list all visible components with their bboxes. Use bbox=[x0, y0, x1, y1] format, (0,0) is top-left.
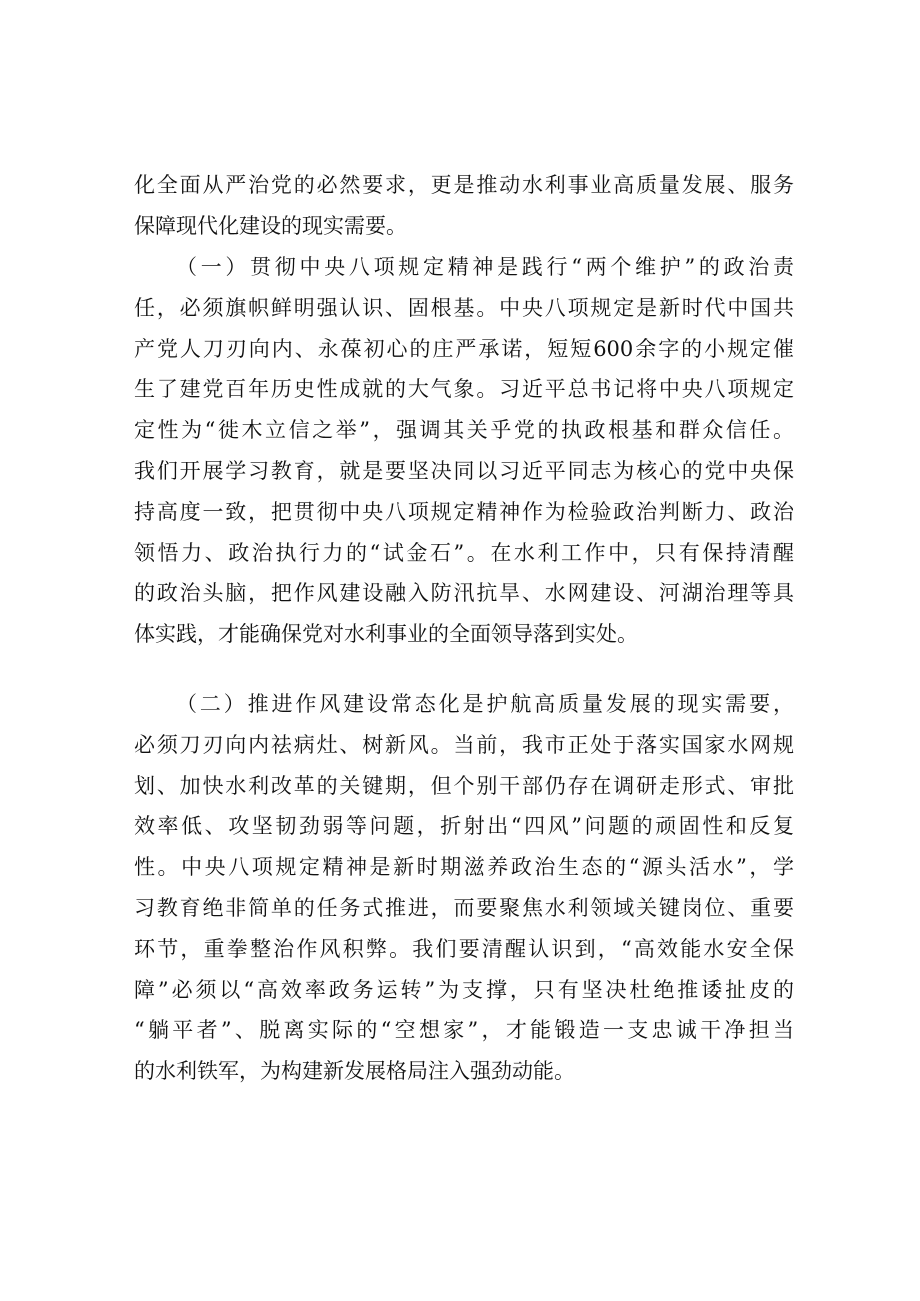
paragraph-line: 持高度一致，把贯彻中央八项规定精神作为检验政治判断力、政治 bbox=[134, 499, 794, 524]
paragraph-line: 性。中央八项规定精神是新时期滋养政治生态的“源头活水”，学 bbox=[134, 855, 794, 880]
paragraph-line: 环节，重拳整治作风积弊。我们要清醒认识到，“高效能水安全保 bbox=[134, 936, 794, 961]
section-1-paragraph bbox=[134, 247, 794, 655]
paragraph-line: 生了建党百年历史性成就的大气象。习近平总书记将中央八项规定 bbox=[134, 377, 794, 402]
section-2-paragraph bbox=[134, 684, 794, 1092]
paragraph-line: 的水利铁军，为构建新发展格局注入强劲动能。 bbox=[134, 1059, 575, 1084]
paragraph-line: 划、加快水利改革的关键期，但个别干部仍存在调研走形式、审批 bbox=[134, 773, 794, 798]
paragraph-line: 保障现代化建设的现实需要。 bbox=[134, 213, 407, 238]
section-2-heading-line: （二）推进作风建设常态化是护航高质量发展的现实需要， bbox=[176, 692, 794, 716]
paragraph-line: 体实践，才能确保党对水利事业的全面领导落到实处。 bbox=[134, 622, 638, 647]
paragraph-line: 的政治头脑，把作风建设融入防汛抗旱、水网建设、河湖治理等具 bbox=[134, 581, 794, 606]
paragraph-line: 领悟力、政治执行力的“试金石”。在水利工作中，只有保持清醒 bbox=[134, 540, 794, 565]
paragraph-line: 任，必须旗帜鲜明强认识、固根基。中央八项规定是新时代中国共 bbox=[134, 295, 794, 320]
paragraph-line: 化全面从严治党的必然要求，更是推动水利事业高质量发展、服务 bbox=[134, 173, 794, 197]
intro-paragraph bbox=[134, 165, 794, 247]
paragraph-line: 必须刀刃向内祛病灶、树新风。当前，我市正处于落实国家水网规 bbox=[134, 732, 794, 757]
paragraph-line: “躺平者”、脱离实际的“空想家”，才能锻造一支忠诚干净担当 bbox=[134, 1018, 794, 1043]
paragraph-line: 效率低、攻坚韧劲弱等问题，折射出“四风”问题的顽固性和反复 bbox=[134, 814, 794, 839]
paragraph-line: 定性为“徙木立信之举”，强调其关乎党的执政根基和群众信任。 bbox=[134, 418, 794, 443]
paragraph-line: 我们开展学习教育，就是要坚决同以习近平同志为核心的党中央保 bbox=[134, 458, 794, 483]
paragraph-line: 习教育绝非简单的任务式推进，而要聚焦水利领域关键岗位、重要 bbox=[134, 895, 794, 920]
paragraph-line: 障”必须以“高效率政务运转”为支撑，只有坚决杜绝推诿扯皮的 bbox=[134, 977, 794, 1002]
section-1-heading-line: （一）贯彻中央八项规定精神是践行“两个维护”的政治责 bbox=[176, 255, 794, 279]
paragraph-line: 产党人刀刃向内、永葆初心的庄严承诺，短短600余字的小规定催 bbox=[134, 336, 794, 361]
